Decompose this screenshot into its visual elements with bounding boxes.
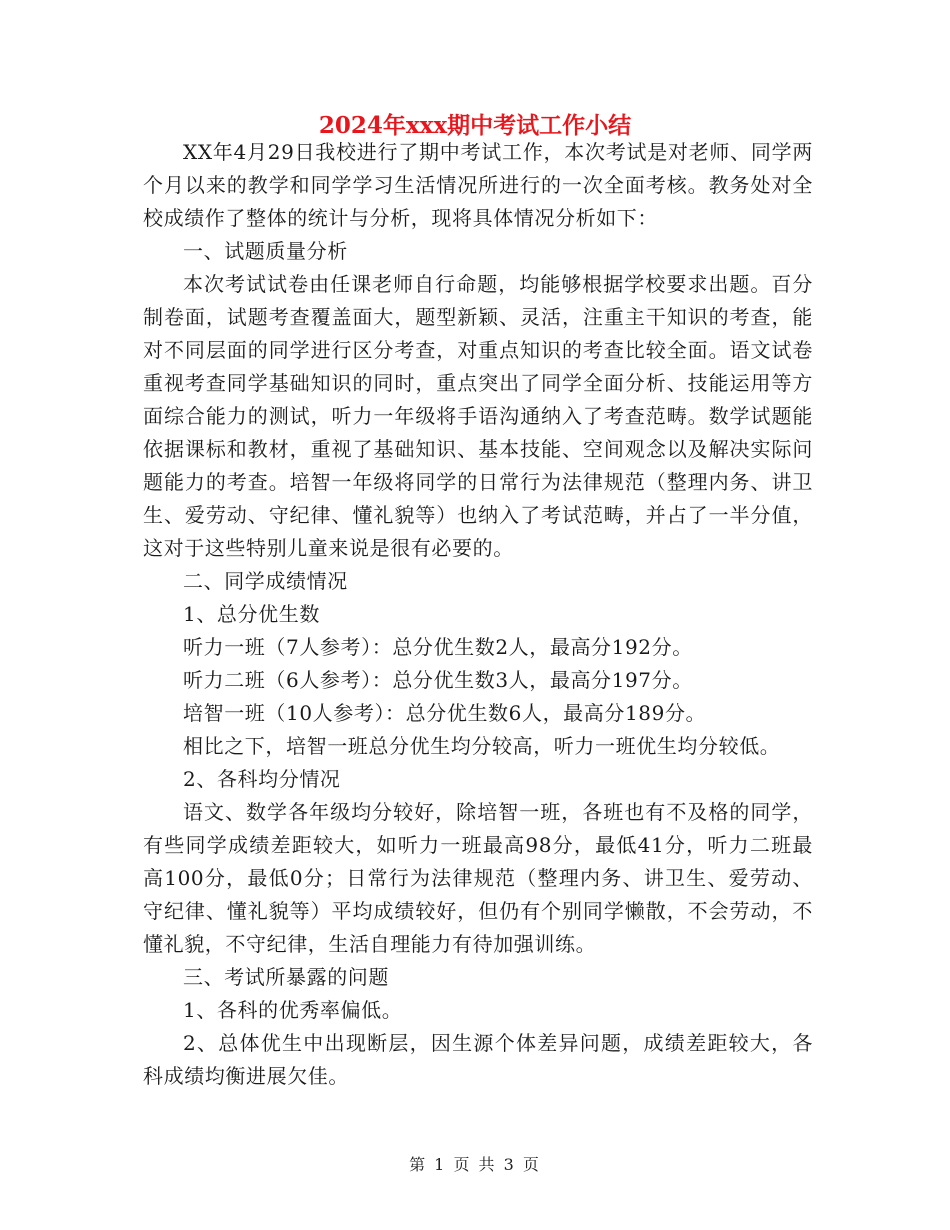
subheading-subject-averages: 2、各科均分情况 xyxy=(183,767,341,791)
problem-item: 2、总体优生中出现断层，因生源个体差异问题，成绩差距较大，各科成绩均衡进展欠佳。 xyxy=(143,1031,813,1088)
intro-paragraph: XX年4月29日我校进行了期中考试工作，本次考试是对老师、同学两个月以来的教学和同学学习生活情况所进行的一次全面考核。教务处对全校成绩作了整体的统计与分析，现将具体情况分析如下： xyxy=(143,140,813,230)
document-title: 2024年xxx期中考试工作小结 xyxy=(318,112,632,139)
class-result-line: 听力一班（7人参考）：总分优生数2人，最高分192分。 xyxy=(183,635,693,659)
problem-item: 1、各科的优秀率偏低。 xyxy=(183,998,403,1022)
section-heading-student-scores: 二、同学成绩情况 xyxy=(183,569,348,593)
subheading-top-students: 1、总分优生数 xyxy=(183,602,320,626)
section-heading-question-quality: 一、试题质量分析 xyxy=(183,239,348,263)
question-quality-paragraph: 本次考试试卷由任课老师自行命题，均能够根据学校要求出题。百分制卷面，试题考查覆盖面大，题型新颖、灵活，注重主干知识的考查，能对不同层面的同学进行区分考查，对重点知识的考查比较全面。语文试卷重视考查同学基础知识的同时，重点突出了同学全面分析、技能运用等方面综合能力的测试，听力一年级将手语沟通纳入了考查范畴。数学试题能依据课标和教材，重视了基础知识、基本技能、空间观念以及解决实际问题能力的考查。培智一年级将同学的日常行为法律规范（整理内务、讲卫生、爱劳动、守纪律、懂礼貌等）也纳入了考试范畴，并占了一半分值，这对于这些特别儿童来说是很有必要的。 xyxy=(143,272,813,560)
page-number-footer: 第 1 页 共 3 页 xyxy=(409,1155,541,1174)
subject-averages-paragraph: 语文、数学各年级均分较好，除培智一班，各班也有不及格的同学，有些同学成绩差距较大，如听力一班最高98分，最低41分，听力二班最高100分，最低0分；日常行为法律规范（整理内务、讲卫生、爱劳动、守纪律、懂礼貌等）平均成绩较好，但仍有个别同学懒散，不会劳动，不懂礼貌，不守纪律，生活自理能力有待加强训练。 xyxy=(143,800,813,956)
section-heading-problems: 三、考试所暴露的问题 xyxy=(183,965,389,989)
class-result-line: 培智一班（10人参考）：总分优生数6人，最高分189分。 xyxy=(183,701,707,725)
comparison-paragraph: 相比之下，培智一班总分优生均分较高，听力一班优生均分较低。 xyxy=(183,734,781,758)
class-result-line: 听力二班（6人参考）：总分优生数3人，最高分197分。 xyxy=(183,668,693,692)
document-body xyxy=(143,136,813,1093)
